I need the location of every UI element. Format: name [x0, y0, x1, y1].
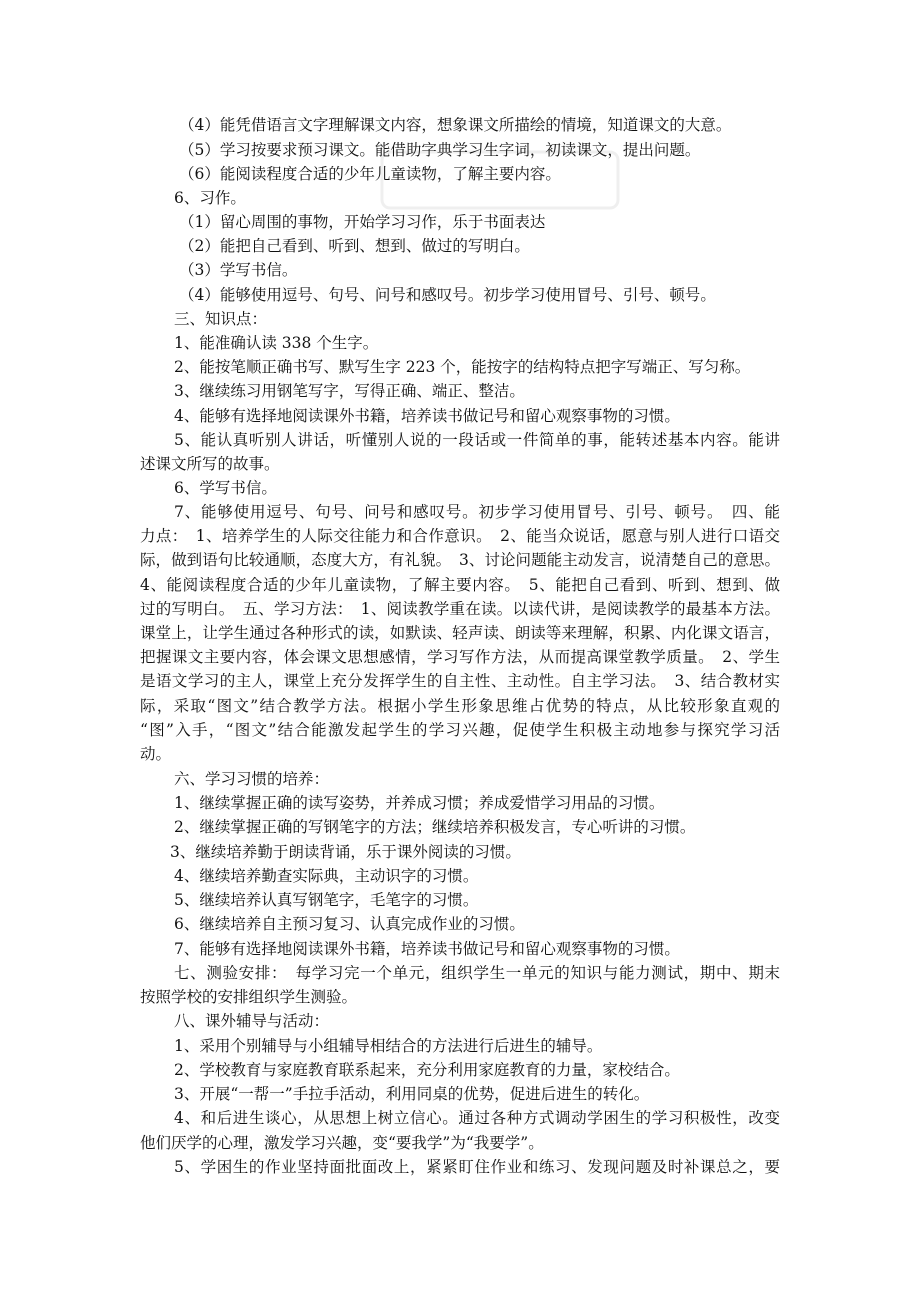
text-line-content: （2）能把自己看到、听到、想到、做过的写明白。 [179, 237, 530, 255]
text-line-content: 7、能够有选择地阅读课外书籍，培养读书做记号和留心观察事物的习惯。 [174, 940, 680, 958]
text-line-content: 按照学校的安排组织学生测验。 [140, 988, 358, 1006]
text-line [0, 234, 920, 258]
text-line [0, 355, 920, 379]
text-line-content: （1）留心周围的事物，开始学习习作，乐于书面表达 [179, 213, 546, 231]
text-line-content: 是语文学习的主人，课堂上充分发挥学生的自主性、主动性。自主学习法。 3、结合教材实 [140, 672, 780, 690]
text-line-content: 5、学困生的作业坚持面批面改上，紧紧盯住作业和练习、发现问题及时补课总之，要 [174, 1158, 780, 1176]
text-line [0, 791, 920, 815]
text-line-content: 过的写明白。 五、学习方法： 1、阅读教学重在读。以读代讲，是阅读教学的最基本方法。 [140, 600, 780, 618]
text-line [0, 1058, 920, 1082]
text-line-content: 述课文所写的故事。 [140, 455, 280, 473]
text-line [0, 1131, 920, 1155]
text-line-content: 2、能按笔顺正确书写、默写生字 223 个，能按字的结构特点把字写端正、写匀称。 [174, 358, 751, 376]
text-line [0, 258, 920, 282]
text-line [0, 1155, 920, 1179]
text-line [0, 573, 920, 597]
text-line [0, 524, 920, 548]
text-line [0, 961, 920, 985]
text-line-content: 六、学习习惯的培养： [174, 770, 330, 788]
text-line [0, 404, 920, 428]
text-line [0, 283, 920, 307]
text-line-content: 4、继续培养勤查实际典，主动识字的习惯。 [174, 867, 479, 885]
text-line-content: 3、继续培养勤于朗读背诵，乐于课外阅读的习惯。 [170, 843, 521, 861]
text-line-content: 5、能认真听别人讲话，听懂别人说的一段话或一件简单的事，能转述基本内容。能讲 [174, 431, 780, 449]
text-line-content: 4、能够有选择地阅读课外书籍，培养读书做记号和留心观察事物的习惯。 [174, 407, 680, 425]
text-line [0, 742, 920, 766]
text-line-content: “图”入手，“图文”结合能激发起学生的学习兴趣，促使学生积极主动地参与探究学习活 [140, 721, 780, 739]
text-line-content: （4）能够使用逗号、句号、问号和感叹号。初步学习使用冒号、引号、顿号。 [179, 286, 716, 304]
text-line [0, 428, 920, 452]
text-line [0, 840, 920, 864]
text-line [0, 1106, 920, 1130]
text-line-content: 2、学校教育与家庭教育联系起来，充分利用家庭教育的力量，家校结合。 [174, 1061, 680, 1079]
text-line-content: （5）学习按要求预习课文。能借助字典学习生字词，初读课文，提出问题。 [179, 141, 701, 159]
text-line [0, 162, 920, 186]
text-line [0, 1082, 920, 1106]
text-line-content: 4、能阅读程度合适的少年儿童读物，了解主要内容。 5、能把自己看到、听到、想到、做 [140, 576, 780, 594]
text-line [0, 767, 920, 791]
text-line-content: （3）学写书信。 [179, 261, 298, 279]
text-line-content: 他们厌学的心理，激发学习兴趣，变“要我学”为“我要学”。 [140, 1134, 544, 1152]
text-line-content: 6、习作。 [174, 189, 246, 207]
text-line-content: 八、课外辅导与活动： [174, 1012, 330, 1030]
text-line [0, 864, 920, 888]
text-line [0, 379, 920, 403]
text-line [0, 113, 920, 137]
text-line-content: 7、能够使用逗号、句号、问号和感叹号。初步学习使用冒号、引号、顿号。 四、能 [174, 503, 780, 521]
text-line-content: 6、继续培养自主预习复习、认真完成作业的习惯。 [174, 915, 525, 933]
text-line-content: （4）能凭借语言文字理解课文内容，想象课文所描绘的情境，知道课文的大意。 [179, 116, 732, 134]
text-line-content: 5、继续培养认真写钢笔字，毛笔字的习惯。 [174, 891, 479, 909]
text-line-content: 1、采用个别辅导与小组辅导相结合的方法进行后进生的辅导。 [174, 1037, 603, 1055]
text-line [0, 1034, 920, 1058]
text-line [0, 815, 920, 839]
text-line [0, 331, 920, 355]
text-line-content: 1、继续掌握正确的读写姿势，并养成习惯；养成爱惜学习用品的习惯。 [174, 794, 665, 812]
text-line-content: 3、开展“一帮一”手拉手活动，利用同桌的优势，促进后进生的转化。 [174, 1085, 650, 1103]
text-line [0, 307, 920, 331]
text-line [0, 912, 920, 936]
text-line [0, 597, 920, 621]
text-line-content: 七、测验安排： 每学习完一个单元，组织学生一单元的知识与能力测试，期中、期末 [174, 964, 780, 982]
text-line [0, 669, 920, 693]
text-line [0, 452, 920, 476]
text-line-content: 动。 [140, 745, 172, 763]
text-line [0, 621, 920, 645]
text-line-content: 2、继续掌握正确的写钢笔字的方法；继续培养积极发言，专心听讲的习惯。 [174, 818, 696, 836]
text-line-content: 力点： 1、培养学生的人际交往能力和合作意识。 2、能当众说话，愿意与别人进行口语交 [140, 527, 780, 545]
text-line [0, 645, 920, 669]
text-line [0, 500, 920, 524]
text-line-content: （6）能阅读程度合适的少年儿童读物，了解主要内容。 [179, 165, 561, 183]
text-line-content: 把握课文主要内容，体会课文思想感情，学习写作方法，从而提高课堂教学质量。 2、学生 [140, 648, 780, 666]
text-line [0, 210, 920, 234]
text-line-content: 3、继续练习用钢笔写字，写得正确、端正、整洁。 [174, 382, 525, 400]
text-line-content: 1、能准确认读 338 个生字。 [174, 334, 379, 352]
text-line-content: 4、和后进生谈心，从思想上树立信心。通过各种方式调动学困生的学习积极性，改变 [174, 1109, 780, 1127]
text-line-content: 6、学写书信。 [174, 479, 277, 497]
text-line [0, 548, 920, 572]
text-line-content: 课堂上，让学生通过各种形式的读，如默读、轻声读、朗读等来理解，积累、内化课文语言， [140, 624, 780, 642]
text-line-content: 际，做到语句比较通顺，态度大方，有礼貌。 3、讨论问题能主动发言，说清楚自己的意思。 [140, 551, 780, 569]
text-line [0, 186, 920, 210]
text-line [0, 937, 920, 961]
text-line-content: 际，采取“图文”结合教学方法。根据小学生形象思维占优势的特点，从比较形象直观的 [140, 697, 780, 715]
text-line [0, 718, 920, 742]
text-line [0, 476, 920, 500]
text-line [0, 1009, 920, 1033]
text-line [0, 694, 920, 718]
text-line [0, 985, 920, 1009]
text-line [0, 888, 920, 912]
text-line [0, 138, 920, 162]
text-line-content: 三、知识点： [174, 310, 268, 328]
